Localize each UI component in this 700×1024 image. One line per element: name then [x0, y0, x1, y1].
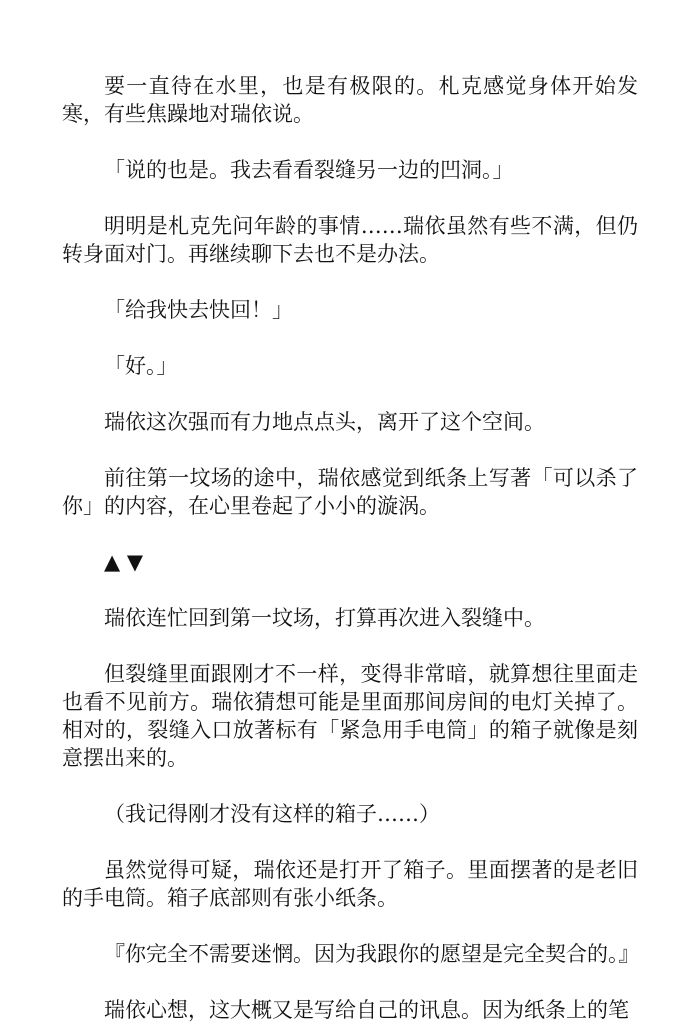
paragraph: 瑞依心想，这大概又是写给自己的讯息。因为纸条上的笔	[104, 998, 629, 1022]
paragraph: 但裂缝里面跟刚才不一样，变得非常暗，就算想往里面走也看不见前方。瑞依猜想可能是里面那间房间的电灯关掉了。相对的，裂缝入口放著标有「紧急用手电筒」的箱子就像是刻意摆出来的。	[62, 662, 638, 770]
paragraph: 「说的也是。我去看看裂缝另一边的凹洞。」	[104, 158, 514, 182]
paragraph: （我记得刚才没有这样的箱子……）	[104, 802, 440, 826]
paragraph: 「好。」	[104, 354, 178, 378]
paragraph: 瑞依连忙回到第一坟场，打算再次进入裂缝中。	[104, 606, 545, 630]
paragraph: 要一直待在水里，也是有极限的。札克感觉身体开始发寒，有些焦躁地对瑞依说。	[62, 74, 638, 126]
novel-page	[62, 72, 638, 1024]
paragraph: 「给我快去快回！」	[104, 298, 293, 322]
paragraph: 瑞依这次强而有力地点点头，离开了这个空间。	[104, 410, 545, 434]
scene-break-marker: ▲ ▼	[104, 550, 143, 574]
paragraph: 明明是札克先问年龄的事情……瑞依虽然有些不满，但仍转身面对门。再继续聊下去也不是办法。	[62, 214, 638, 266]
paragraph: 前往第一坟场的途中，瑞依感觉到纸条上写著「可以杀了你」的内容，在心里卷起了小小的漩涡。	[62, 466, 638, 518]
paragraph: 虽然觉得可疑，瑞依还是打开了箱子。里面摆著的是老旧的手电筒。箱子底部则有张小纸条。	[62, 858, 638, 910]
paragraph: 『你完全不需要迷惘。因为我跟你的愿望是完全契合的。』	[104, 942, 640, 966]
